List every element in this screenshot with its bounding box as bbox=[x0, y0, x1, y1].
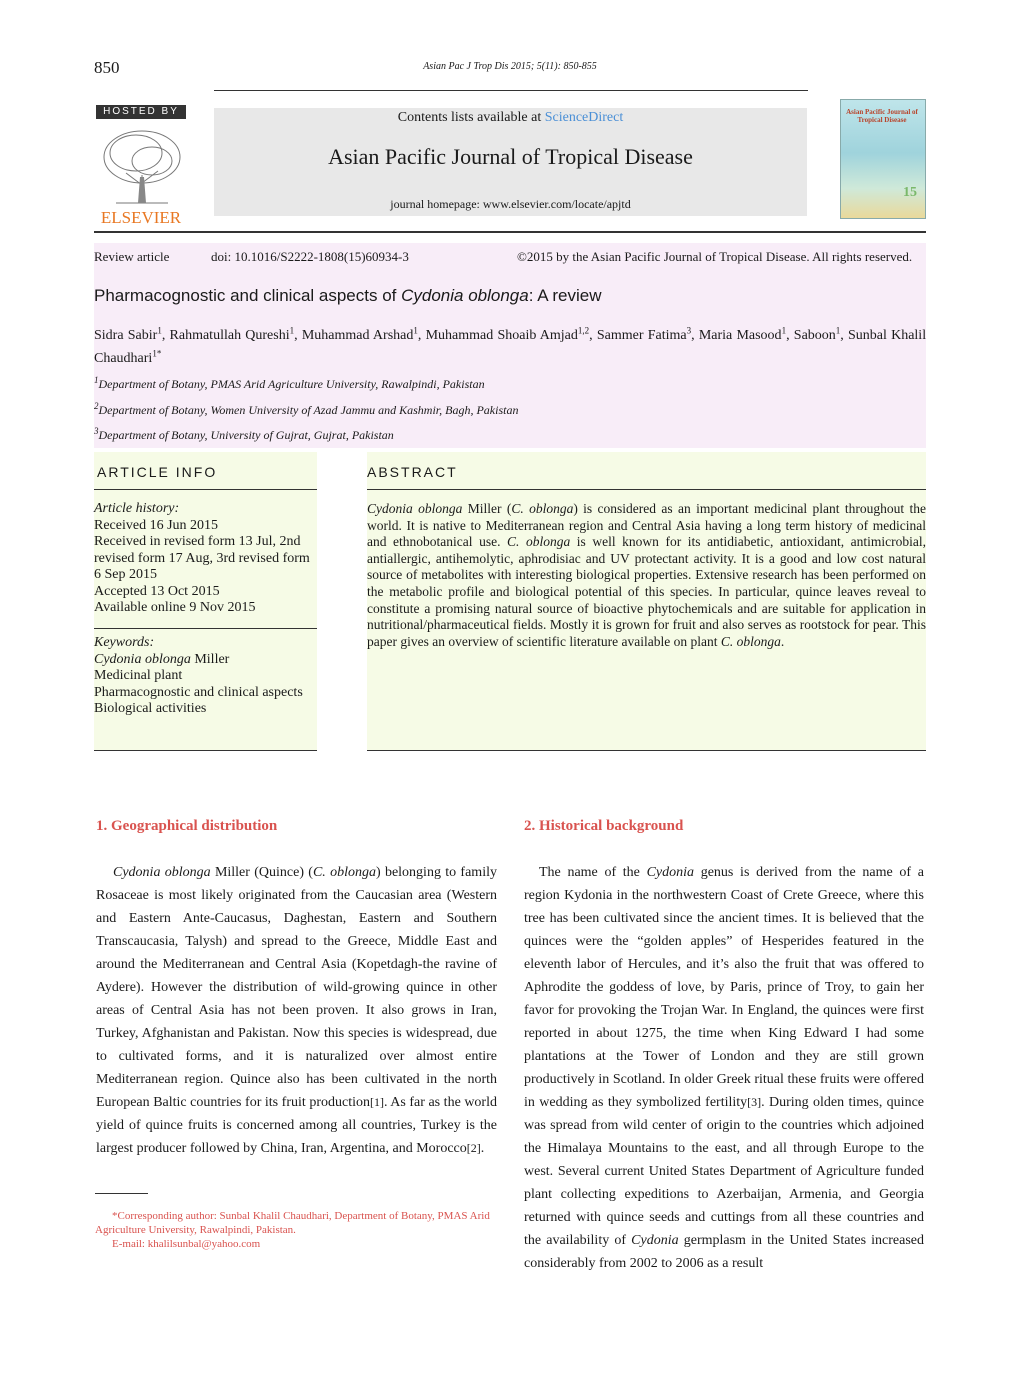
section-2-heading: 2. Historical background bbox=[524, 818, 684, 834]
abstract-bottom-rule bbox=[367, 750, 926, 751]
corresponding-email[interactable]: E-mail: khalilsunbal@yahoo.com bbox=[112, 1238, 261, 1250]
info-bottom-rule bbox=[94, 750, 317, 751]
footnote-rule bbox=[95, 1193, 148, 1194]
author: Muhammad Arshad bbox=[301, 328, 414, 343]
corresponding-author: *Corresponding author: Sunbal Khalil Chaudhari, Department of Botany, PMAS Arid Agriculture University, Rawalpindi, Pakistan. bbox=[95, 1210, 490, 1236]
abstract-text: Cydonia oblonga Miller (C. oblonga) is considered as an important medicinal plant throughout the world. It is native to Mediterranean region and Central Asia having a long term history of medicinal and ethnobotanical use. C. oblonga is well known for its antidiabetic, antioxidant, antimicrobial, antiallergic, antihemolytic, aphrodisiac and UV protectant activity. It is a good and low cost natural source of metabolites with interesting biological properties. Extensive research has been performed on the metabolic profile and biological potential of this species. In particular, quince leaves reveal to constitute a promising natural source of bioactive phytochemicals and are suitable for application in nutritional/pharmaceutical fields. Mostly it is grown for fruit and also serves as rootstock for pear. This paper gives an overview of scientific literature available on plant C. oblonga. bbox=[367, 501, 926, 649]
running-head: Asian Pac J Trop Dis 2015; 5(11): 850-855 bbox=[423, 61, 597, 72]
header-rule bbox=[214, 90, 808, 91]
article-info-heading: ARTICLE INFO bbox=[97, 464, 218, 480]
abstract-heading: ABSTRACT bbox=[367, 464, 458, 480]
cover-title: Asian Pacific Journal of Tropical Disease bbox=[846, 108, 918, 124]
sciencedirect-link[interactable]: ScienceDirect bbox=[544, 110, 624, 125]
author-list: Sidra Sabir$^1$, Rahmatullah Qureshi$^1$, Muhammad Arshad$^1$, Muhammad Shoaib Amjad$^{1,2}$, Sammer Fatima$^3$, Maria Masood$^1$, Saboon$^1$, Sunbal Khalil Chaudhari$^{1*}$ bbox=[94, 325, 927, 366]
elsevier-tree-logo bbox=[96, 105, 188, 225]
affiliation-1: $^1$Department of Botany, PMAS Arid Agriculture University, Rawalpindi, Pakistan bbox=[94, 375, 485, 391]
keywords-rule bbox=[94, 628, 317, 629]
reference-link[interactable]: [3] bbox=[747, 1095, 762, 1109]
title-rule bbox=[94, 231, 926, 233]
author: Sunbal Khalil Chaudhari bbox=[94, 328, 927, 366]
reference-link[interactable]: [1] bbox=[370, 1095, 384, 1109]
affiliation-2: $^2$Department of Botany, Women University of Azad Jammu and Kashmir, Bagh, Pakistan bbox=[94, 401, 519, 417]
contents-line bbox=[214, 110, 807, 126]
author: Saboon bbox=[793, 328, 836, 343]
article-doi[interactable]: doi: 10.1016/S2222-1808(15)60934-3 bbox=[211, 249, 409, 264]
reference-link[interactable]: [2] bbox=[466, 1141, 481, 1155]
article-title: Pharmacognostic and clinical aspects of Cydonia oblonga: A review bbox=[94, 286, 602, 305]
section-1-heading: 1. Geographical distribution bbox=[96, 818, 278, 834]
author: Sidra Sabir bbox=[94, 328, 158, 343]
keywords: Keywords: Cydonia oblonga Miller Medicinal plant Pharmacognostic and clinical aspects Biological activities bbox=[94, 635, 303, 716]
publisher-name: ELSEVIER bbox=[100, 208, 182, 227]
info-rule bbox=[94, 489, 317, 490]
author: Maria Masood bbox=[698, 328, 782, 343]
journal-title: Asian Pacific Journal of Tropical Disease bbox=[328, 144, 693, 169]
section-2-body: The name of the Cydonia genus is derived from the name of a region Kydonia in the northwestern Coast of Crete Greece, where this tree has been cultivated since the ancient times. It is believed that the quinces were the “golden apples” of Hesperides featured in the eleventh labor of Hercules, and it’s also the fruit that was offered to Aphrodite the goddess of love, by Paris, prince of Troy, to gain her favor for provoking the Trojan War. In England, the quinces were first reported in about 1275, the time when King Edward I had some plantations at the Tower of London and they are still grown productively in Scotland. In older Greek ritual these fruits were offered in wedding as they symbolized fertility[3]. During olden times, quince was spread from wild center of origin to the countries which adjoined the Himalaya Mountains to the east, and all through Europe to the west. Several current United States Department of Agriculture funded plant collecting expeditions to Azerbaijan, Armenia, and Georgia returned with quince seeds and cuttings from all these countries and the availability of Cydonia germplasm in the United States increased considerably from 2002 to 2006 as a result bbox=[524, 865, 925, 1271]
author: Rahmatullah Qureshi bbox=[169, 328, 290, 343]
journal-homepage[interactable]: journal homepage: www.elsevier.com/locate/apjtd bbox=[390, 197, 631, 211]
page-number: 850 bbox=[94, 58, 120, 77]
article-type: Review article bbox=[94, 249, 170, 264]
hosted-by-label: HOSTED BY bbox=[96, 105, 186, 119]
cover-number: 15 bbox=[903, 185, 917, 200]
title-species: Cydonia oblonga bbox=[401, 286, 529, 305]
section-1-body: Cydonia oblonga Miller (Quince) (C. oblonga) belonging to family Rosaceae is most likely originated from the Caucasian area (Western and Eastern Ante-Caucasus, Daghestan, Eastern and Southern Transcaucasia, Talysh) and spread to the Greece, Middle East and around the Mediterranean and Central Asia (Kopetdagh-the ravine of Aydere). However the distribution of wild-growing quince in other areas of Central Asia has not been proven. It also grows in Iran, Turkey, Afghanistan and Pakistan. Now this species is widespread, due to cultivated forms, and it is naturalized over almost entire Mediterranean region. Quince also has been cultivated in the north European Baltic countries for its fruit production[1]. As far as the world yield of quince fruits is concerned among all countries, Turkey is the largest producer followed by China, Iran, Argentina, and Morocco[2]. bbox=[96, 865, 497, 1156]
abstract-rule bbox=[367, 489, 926, 490]
author: Muhammad Shoaib Amjad bbox=[425, 328, 578, 343]
author: Sammer Fatima bbox=[596, 328, 687, 343]
article-history: Article history: Received 16 Jun 2015 Received in revised form 13 Jul, 2nd revised form 17 Aug, 3rd revised form 6 Sep 2015 Accepted 13 Oct 2015 Available online 9 Nov 2015 bbox=[94, 501, 310, 615]
copyright: ©2015 by the Asian Pacific Journal of Tropical Disease. All rights reserved. bbox=[517, 249, 913, 264]
affiliation-3: $^3$Department of Botany, University of Gujrat, Gujrat, Pakistan bbox=[94, 426, 394, 442]
contents-prefix: Contents lists available at bbox=[397, 110, 545, 125]
